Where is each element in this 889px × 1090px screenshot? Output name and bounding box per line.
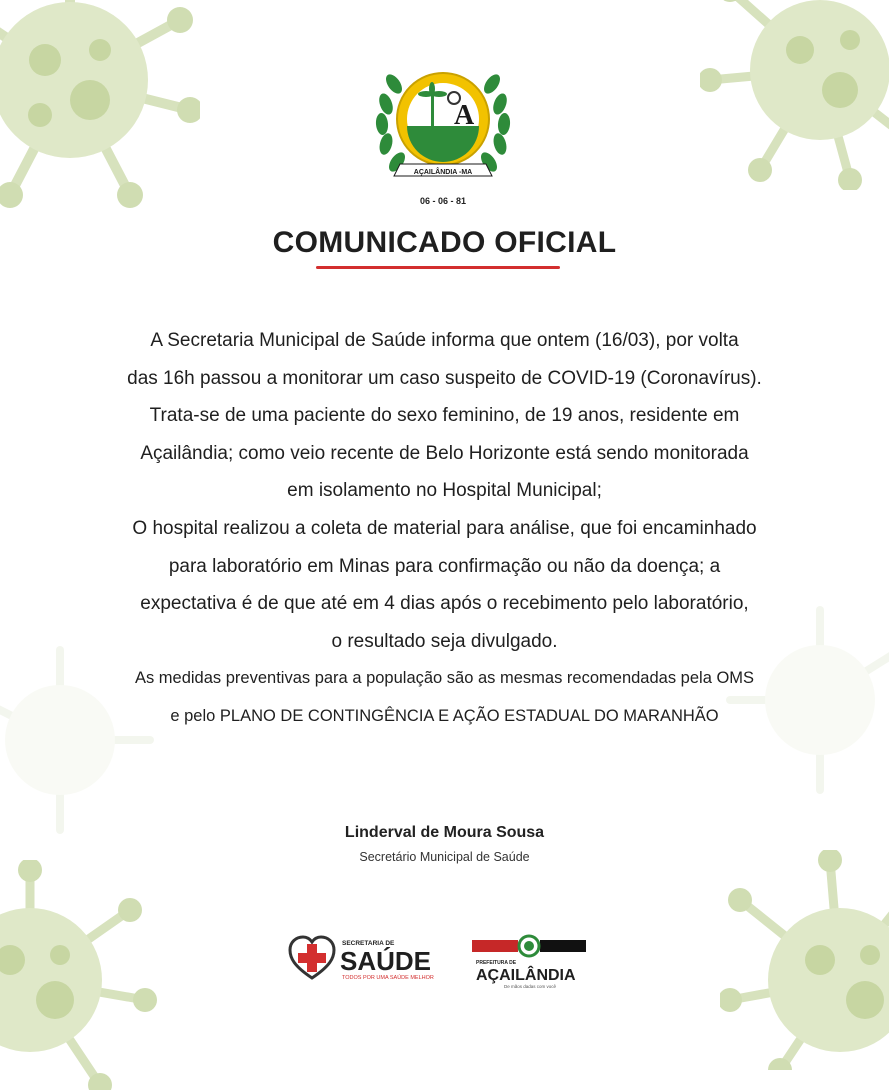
svg-text:AÇAILÂNDIA -MA: AÇAILÂNDIA -MA — [413, 169, 473, 176]
secretaria-saude-logo — [288, 934, 448, 984]
body-line: e pelo PLANO DE CONTINGÊNCIA E AÇÃO ESTADUAL DO MARANHÃO — [170, 706, 719, 725]
title-underline — [316, 266, 560, 269]
page-title: COMUNICADO OFICIAL — [272, 226, 617, 259]
body-line: para laboratório em Minas para confirmação ou não da doença; a — [168, 555, 721, 577]
body-line: das 16h passou a monitorar um caso suspeito de COVID-19 (Coronavírus). — [127, 367, 762, 389]
body-line: As medidas preventivas para a população são as mesmas recomendadas pela OMS — [134, 669, 755, 688]
body-line: o resultado seja divulgado. — [331, 630, 558, 652]
virus-decoration-bottom-right — [720, 850, 889, 1070]
svg-text:TODOS POR UMA SAÚDE MELHOR: TODOS POR UMA SAÚDE MELHOR — [342, 975, 434, 981]
prefeitura-acailandia-logo — [470, 932, 588, 992]
announcement-body — [20, 322, 869, 736]
virus-decoration-bottom-left — [0, 860, 160, 1090]
svg-text:De mãos dadas com você: De mãos dadas com você — [504, 984, 557, 989]
svg-text:PREFEITURA DE: PREFEITURA DE — [476, 960, 517, 966]
crest-founding-date: 06 - 06 - 81 — [419, 196, 467, 206]
virus-decoration-top-right — [700, 0, 889, 190]
heart-cross-icon — [290, 937, 334, 978]
body-line: em isolamento no Hospital Municipal; — [287, 480, 602, 502]
body-line: Açailândia; como veio recente de Belo Horizonte está sendo monitorada — [140, 442, 749, 464]
body-line: expectativa é de que até em 4 dias após o recebimento pelo laboratório, — [140, 593, 749, 615]
crest-banner — [394, 164, 492, 178]
body-line: A Secretaria Municipal de Saúde informa que ontem (16/03), por volta — [150, 330, 739, 351]
svg-text:SAÚDE: SAÚDE — [340, 946, 432, 976]
municipal-crest — [372, 44, 514, 210]
svg-text:SECRETARIA DE: SECRETARIA DE — [342, 940, 395, 947]
body-line: O hospital realizou a coleta de material para análise, que foi encaminhado — [132, 517, 757, 539]
svg-text:A: A — [454, 100, 475, 131]
signatory-name: Linderval de Moura Sousa — [344, 824, 545, 841]
virus-decoration-top-left — [0, 0, 200, 210]
signatory-role: Secretário Municipal de Saúde — [359, 850, 530, 864]
svg-text:AÇAILÂNDIA: AÇAILÂNDIA — [476, 967, 576, 984]
body-line: Trata-se de uma paciente do sexo feminino, de 19 anos, residente em — [149, 405, 740, 427]
